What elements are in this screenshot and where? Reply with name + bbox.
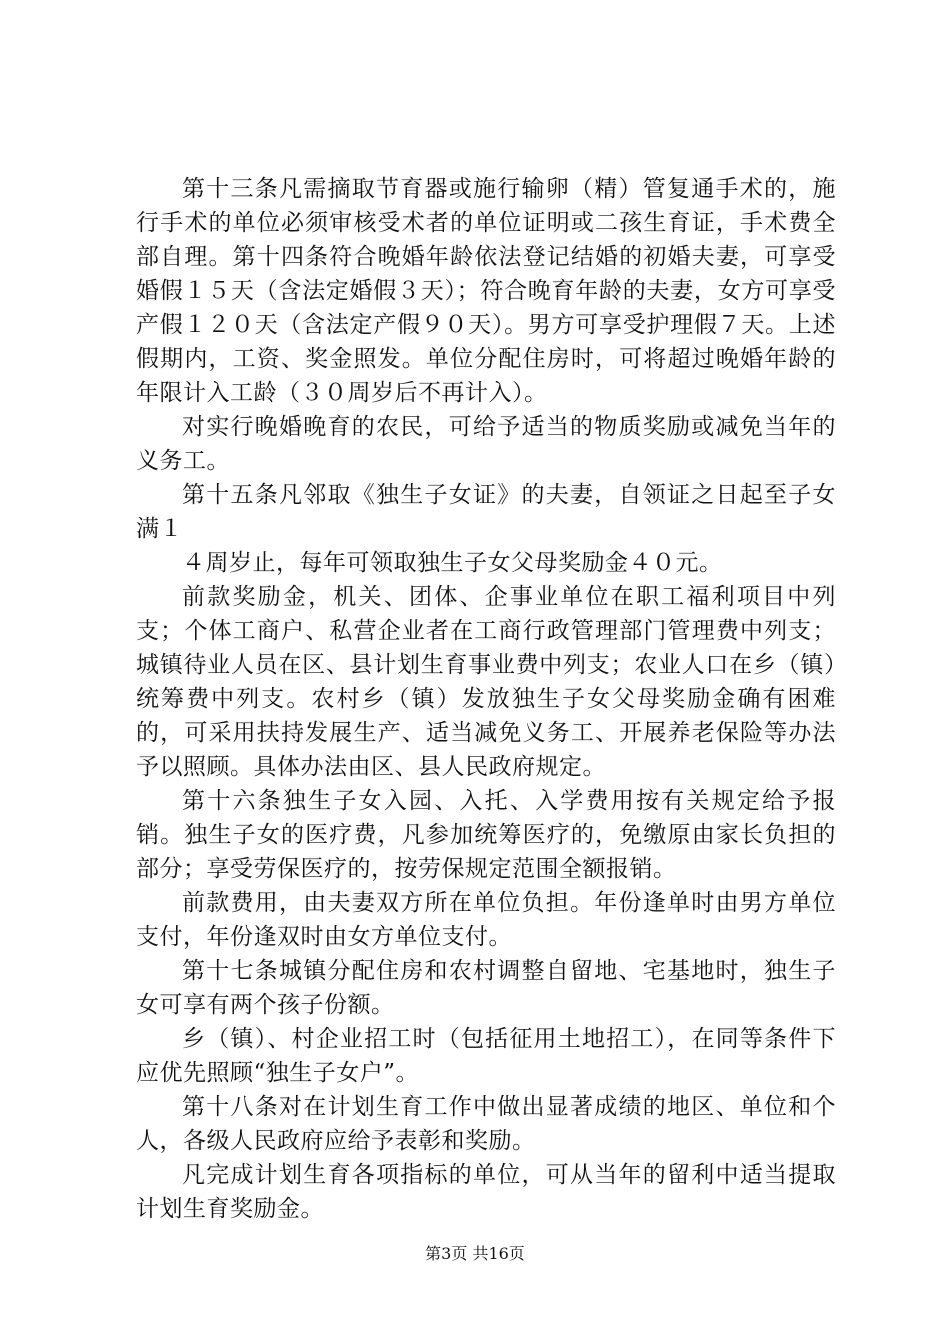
page-footer: 第3页 共16页 (425, 1244, 525, 1263)
document-body (136, 172, 836, 1226)
paragraph-farmer-reward: 对实行晚婚晚育的农民，可给予适当的物质奖励或减免当年的义务工。 (136, 414, 836, 474)
paragraph-hiring-priority: 乡（镇）、村企业招工时（包括征用土地招工），在同等条件下应优先照顾“独生子女户”。 (136, 1026, 836, 1086)
paragraph-reward-fund: 凡完成计划生育各项指标的单位，可从当年的留利中适当提取计划生育奖励金。 (136, 1162, 836, 1222)
paragraph-article-18: 第十八条对在计划生育工作中做出显著成绩的地区、单位和个人，各级人民政府应给予表彰和奖励。 (136, 1094, 836, 1154)
paragraph-article-15-cont: ４周岁止，每年可领取独生子女父母奖励金４０元。 (182, 550, 723, 576)
paragraph-article-17: 第十七条城镇分配住房和农村调整自留地、宅基地时，独生子女可享有两个孩子份额。 (136, 958, 836, 1018)
paragraph-expense-split: 前款费用，由夫妻双方所在单位负担。年份逢单时由男方单位支付，年份逢双时由女方单位支付。 (136, 890, 836, 950)
paragraph-reward-funding: 前款奖励金，机关、团体、企事业单位在职工福利项目中列支；个体工商户、私营企业者在工商行政管理部门管理费中列支；城镇待业人员在区、县计划生育事业费中列支；农业人口在乡（镇）统筹费中列支。农村乡（镇）发放独生子女父母奖励金确有困难的，可采用扶持发展生产、适当减免义务工、开展养老保险等办法予以照顾。具体办法由区、县人民政府规定。 (136, 584, 836, 780)
paragraph-article-16: 第十六条独生子女入园、入托、入学费用按有关规定给予报销。独生子女的医疗费，凡参加统筹医疗的，免缴原由家长负担的部分；享受劳保医疗的，按劳保规定范围全额报销。 (136, 788, 836, 882)
paragraph-article-15: 第十五条凡邻取《独生子女证》的夫妻，自领证之日起至子女满１ (136, 482, 836, 542)
paragraph-article-13-14: 第十三条凡需摘取节育器或施行输卵（精）管复通手术的，施行手术的单位必须审核受术者的单位证明或二孩生育证，手术费全部自理。第十四条符合晚婚年龄依法登记结婚的初婚夫妻，可享受婚假１５天（含法定婚假３天）；符合晚育年龄的夫妻，女方可享受产假１２０天（含法定产假９０天）。男方可享受护理假７天。上述假期内，工资、奖金照发。单位分配住房时，可将超过晚婚年龄的年限计入工龄（３０周岁后不再计入）。 (136, 176, 836, 406)
